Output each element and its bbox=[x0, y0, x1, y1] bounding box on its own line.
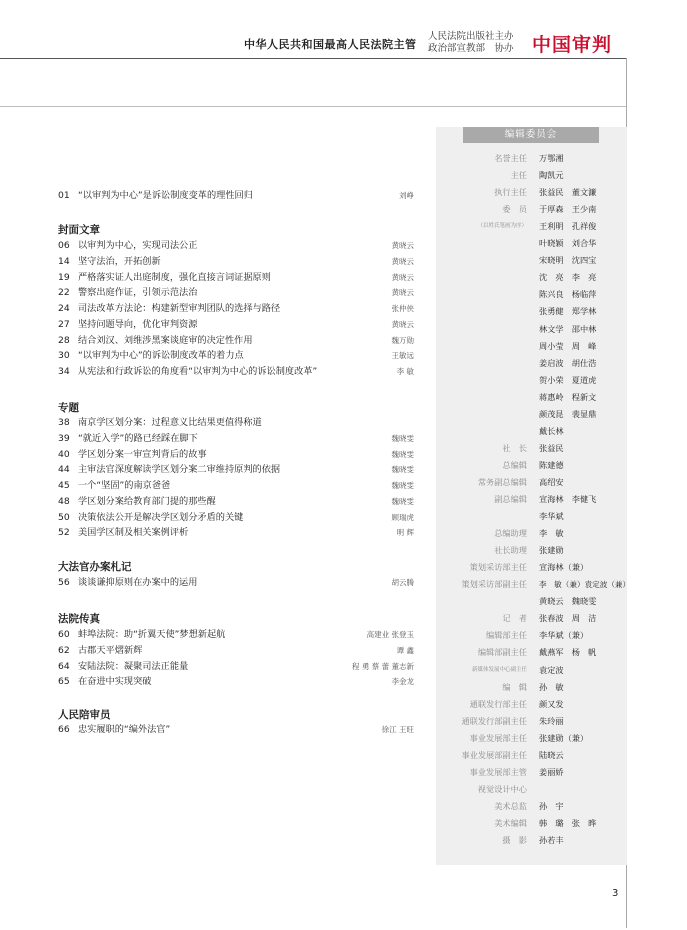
toc-page-number: 50 bbox=[58, 511, 70, 523]
toc-entry[interactable] bbox=[58, 238, 414, 253]
board-member-names: 陆晓云 bbox=[539, 749, 564, 760]
board-role-label: 事业发展部副主任 bbox=[461, 749, 527, 760]
toc-entry[interactable] bbox=[58, 431, 414, 446]
toc-article-title: 南京学区划分案：过程意义比结果更值得称道 bbox=[78, 417, 262, 428]
toc-article-title: 从宪法和行政诉讼的角度看“以审判为中心的诉讼制度改革” bbox=[78, 366, 318, 377]
toc-article-title: 坚守法治，开拓创新 bbox=[78, 255, 161, 267]
toc-author: 魏晓雯 bbox=[391, 433, 414, 443]
board-member-names: 陈兴良 杨临萍 bbox=[539, 289, 597, 300]
board-member-names: 张春波 周 洁 bbox=[539, 613, 597, 624]
board-role-label: 社长助理 bbox=[494, 545, 527, 556]
board-member-names: 姜丽娇 bbox=[539, 766, 564, 777]
toc-article-title: 忠实履职的“编外法官” bbox=[78, 724, 171, 735]
toc-page-number: 45 bbox=[58, 480, 70, 491]
board-member-names: 周小莹 周 峰 bbox=[539, 340, 597, 351]
board-member-names: 蒋惠岭 程新文 bbox=[539, 391, 597, 402]
board-member-names: 宣海林（兼） bbox=[539, 562, 589, 573]
board-member-names: 李 敏 bbox=[539, 528, 564, 539]
editorial-board-title: 编辑委员会 bbox=[463, 127, 599, 143]
toc-section-heading: 法院传真 bbox=[58, 613, 100, 625]
toc-author: 李金龙 bbox=[391, 677, 414, 687]
toc-page-number: 52 bbox=[58, 527, 70, 539]
toc-author: 李 敏 bbox=[396, 367, 414, 376]
toc-author: 谭 鑫 bbox=[396, 645, 414, 655]
toc-entry[interactable] bbox=[58, 575, 414, 590]
toc-author: 刘峥 bbox=[399, 191, 414, 200]
toc-page-number: 48 bbox=[58, 495, 70, 507]
board-role-label: 执行主任 bbox=[494, 187, 527, 198]
supervisor-line: 中华人民共和国最高人民法院主管 bbox=[244, 38, 417, 51]
toc-author: 王敏远 bbox=[391, 351, 414, 361]
toc-article-title: 蚌埠法院：助“折翼天使”梦想新起航 bbox=[78, 629, 226, 640]
toc-author: 黄晓云 bbox=[391, 241, 414, 250]
board-role-label: 通联发行部主任 bbox=[469, 698, 527, 709]
toc-entry[interactable] bbox=[58, 643, 414, 658]
toc-author: 魏万勋 bbox=[391, 335, 414, 345]
board-member-names: 张益民 董文濂 bbox=[539, 187, 597, 198]
publisher-block bbox=[428, 31, 514, 55]
board-role-label: 视觉设计中心 bbox=[477, 783, 527, 794]
toc-entry[interactable] bbox=[58, 270, 414, 285]
board-member-names: 高绍安 bbox=[539, 476, 564, 487]
toc-page-number: 66 bbox=[58, 724, 70, 735]
toc-page-number: 01 bbox=[58, 190, 70, 201]
toc-page-number: 56 bbox=[58, 577, 70, 588]
toc-article-title: 在奋进中实现突破 bbox=[78, 676, 152, 688]
toc-entry[interactable] bbox=[58, 188, 414, 203]
board-member-names: 孙 敏 bbox=[539, 681, 564, 692]
toc-author: 黄晓云 bbox=[391, 256, 414, 266]
board-role-label: 美术总监 bbox=[494, 800, 527, 811]
toc-page-number: 64 bbox=[58, 660, 70, 672]
toc-entry[interactable] bbox=[58, 415, 414, 430]
board-role-label: 策划采访部主任 bbox=[469, 562, 527, 573]
toc-author: 黄晓云 bbox=[391, 272, 414, 282]
board-member-names: 宋晓明 沈四宝 bbox=[539, 255, 597, 266]
toc-entry[interactable] bbox=[58, 285, 414, 300]
board-member-names: 林文学 邵中林 bbox=[539, 323, 597, 334]
toc-page-number: 38 bbox=[58, 417, 70, 428]
board-member-names: 宣海林 李健飞 bbox=[539, 494, 597, 504]
toc-page-number: 30 bbox=[58, 350, 70, 362]
toc-entry[interactable] bbox=[58, 462, 414, 477]
board-member-names: 黄晓云 魏晓雯 bbox=[539, 596, 597, 607]
toc-page-number: 14 bbox=[58, 255, 70, 267]
board-member-names: 袁定波 bbox=[539, 664, 564, 675]
board-role-label: 委 员 bbox=[502, 204, 527, 215]
board-member-names: 陶凯元 bbox=[539, 170, 564, 181]
toc-page-number: 62 bbox=[58, 644, 70, 656]
toc-entry[interactable] bbox=[58, 333, 414, 348]
board-role-label: （以姓氏笔画为序） bbox=[477, 223, 527, 230]
board-member-names: 李华斌 bbox=[539, 511, 564, 522]
toc-page-number: 65 bbox=[58, 676, 70, 688]
toc-entry[interactable] bbox=[58, 659, 414, 674]
toc-page-number: 24 bbox=[58, 303, 70, 314]
toc-article-title: 主审法官深度解读学区划分案二审维持原判的依据 bbox=[78, 464, 281, 476]
board-role-label: 新媒体发展中心副主任 bbox=[471, 666, 527, 673]
toc-author: 黄晓云 bbox=[391, 319, 414, 329]
board-member-names: 李华斌（兼） bbox=[539, 630, 589, 641]
toc-entry[interactable] bbox=[58, 525, 414, 540]
board-role-label: 常务副总编辑 bbox=[477, 476, 527, 487]
toc-page-number: 60 bbox=[58, 629, 70, 640]
page-number: 3 bbox=[612, 888, 619, 899]
board-member-names: 张勇健 郑学林 bbox=[539, 306, 597, 317]
board-member-names: 孙 宇 bbox=[539, 800, 564, 811]
toc-article-title: 警察出庭作证，引领示范法治 bbox=[78, 287, 198, 299]
toc-article-title: 以审判为中心，实现司法公正 bbox=[78, 240, 198, 251]
toc-author: 黄晓云 bbox=[391, 288, 414, 298]
board-member-names: 戴长林 bbox=[539, 425, 564, 436]
toc-article-title: 严格落实证人出庭制度，强化直接言词证据原则 bbox=[78, 271, 271, 283]
board-member-names: 沈 亮 李 亮 bbox=[539, 272, 597, 283]
toc-article-title: 一个“坚固”的南京爸爸 bbox=[78, 480, 171, 491]
toc-author: 张仲侠 bbox=[391, 304, 414, 313]
board-member-names: 颜茂昆 裴显鼎 bbox=[539, 408, 597, 419]
toc-page-number: 06 bbox=[58, 240, 70, 251]
header-rule bbox=[0, 58, 626, 59]
toc-entry[interactable] bbox=[58, 722, 414, 737]
board-member-names: 于厚森 王少南 bbox=[539, 204, 597, 215]
board-role-label: 通联发行部副主任 bbox=[461, 715, 527, 726]
toc-entry[interactable] bbox=[58, 478, 414, 493]
board-role-label: 编 辑 bbox=[502, 681, 527, 692]
toc-entry[interactable] bbox=[58, 254, 414, 269]
toc-article-title: “就近入学”的路已经踩在脚下 bbox=[78, 432, 198, 444]
board-member-names: 韩 璐 张 晔 bbox=[539, 817, 597, 828]
toc-article-title: 决策依法公开是解决学区划分矛盾的关键 bbox=[78, 511, 244, 523]
toc-entry[interactable] bbox=[58, 674, 414, 689]
board-member-names: 朱玲丽 bbox=[539, 715, 564, 726]
toc-article-title: 学区划分案一审宣判背后的故事 bbox=[78, 448, 207, 460]
board-role-label: 策划采访部副主任 bbox=[461, 579, 527, 590]
toc-author: 魏晓雯 bbox=[391, 496, 414, 506]
toc-page-number: 27 bbox=[58, 318, 70, 330]
board-role-label: 记 者 bbox=[502, 613, 527, 624]
toc-entry[interactable] bbox=[58, 627, 414, 642]
toc-author: 魏晓雯 bbox=[391, 481, 414, 490]
toc-article-title: 谈谈谦抑原则在办案中的运用 bbox=[78, 577, 198, 588]
toc-entry[interactable] bbox=[58, 317, 414, 332]
toc-article-title: 司法改革方法论：构建新型审判团队的选择与路径 bbox=[78, 303, 281, 314]
toc-author: 高建业 张登玉 bbox=[366, 630, 414, 639]
toc-article-title: 坚持问题导向，优化审判资源 bbox=[78, 318, 198, 330]
board-role-label: 主任 bbox=[510, 170, 527, 181]
toc-section-heading: 大法官办案札记 bbox=[58, 561, 132, 573]
toc-article-title: “以审判为中心”是诉讼制度变革的理性回归 bbox=[78, 190, 253, 201]
board-member-names: 孙若丰 bbox=[539, 835, 564, 845]
toc-author: 明 辉 bbox=[396, 528, 414, 538]
toc-author: 徐江 王旺 bbox=[381, 725, 414, 734]
divider-rule bbox=[0, 106, 626, 107]
toc-page-number: 40 bbox=[58, 448, 70, 460]
board-member-names: 万鄂湘 bbox=[539, 153, 564, 163]
board-role-label: 事业发展部主管 bbox=[469, 766, 527, 777]
toc-entry[interactable] bbox=[58, 364, 414, 379]
toc-entry[interactable] bbox=[58, 447, 414, 462]
toc-entry[interactable] bbox=[58, 510, 414, 525]
toc-article-title: 结合刘汉、刘维涉黑案谈庭审的决定性作用 bbox=[78, 334, 253, 346]
toc-author: 魏晓雯 bbox=[391, 465, 414, 475]
board-member-names: 张益民 bbox=[539, 442, 564, 453]
toc-page-number: 28 bbox=[58, 334, 70, 346]
magazine-logo: 中国审判 bbox=[532, 34, 613, 56]
publisher-line-2: 政治部宣教部 协办 bbox=[428, 43, 514, 54]
board-member-names: 戴燕军 杨 帆 bbox=[539, 647, 597, 658]
toc-author: 程 勇 蔡 蕾 董志新 bbox=[351, 661, 414, 671]
board-member-names: 贺小荣 夏道虎 bbox=[539, 374, 597, 385]
board-role-label: 社 长 bbox=[502, 442, 527, 453]
toc-entry[interactable] bbox=[58, 348, 414, 363]
toc-section-heading: 专题 bbox=[58, 402, 79, 414]
toc-entry[interactable] bbox=[58, 494, 414, 509]
board-role-label: 总编辑 bbox=[502, 459, 527, 470]
board-member-names: 姜启波 胡仕浩 bbox=[539, 357, 597, 368]
toc-article-title: 美国学区制及相关案例评析 bbox=[78, 527, 189, 539]
toc-article-title: 学区划分案给教育部门提的那些醒 bbox=[78, 495, 216, 507]
board-role-label: 编辑部主任 bbox=[486, 630, 527, 641]
toc-page-number: 22 bbox=[58, 287, 70, 299]
toc-author: 顾瑞虎 bbox=[391, 512, 414, 522]
board-member-names: 张建勋（兼） bbox=[539, 732, 589, 743]
board-role-label: 总编助理 bbox=[494, 528, 527, 539]
toc-author: 胡云腾 bbox=[391, 578, 414, 587]
toc-page-number: 44 bbox=[58, 464, 70, 476]
publisher-line-1: 人民法院出版社主办 bbox=[428, 31, 514, 42]
toc-page-number: 34 bbox=[58, 366, 70, 377]
board-member-names: 颜又发 bbox=[539, 698, 564, 709]
board-role-label: 名誉主任 bbox=[494, 153, 527, 163]
toc-section-heading: 人民陪审员 bbox=[58, 709, 111, 721]
board-role-label: 摄 影 bbox=[502, 835, 527, 845]
board-role-label: 美术编辑 bbox=[494, 817, 527, 828]
board-role-label: 副总编辑 bbox=[494, 494, 527, 504]
toc-author: 魏晓雯 bbox=[391, 449, 414, 459]
board-role-label: 事业发展部主任 bbox=[469, 732, 527, 743]
board-role-label: 编辑部副主任 bbox=[477, 647, 527, 658]
board-member-names: 张建勋 bbox=[539, 545, 564, 556]
toc-entry[interactable] bbox=[58, 301, 414, 316]
board-member-names: 李 敏（兼）袁定波（兼） bbox=[539, 580, 631, 590]
toc-page-number: 39 bbox=[58, 432, 70, 444]
toc-article-title: “以审判为中心”的诉讼制度改革的着力点 bbox=[78, 350, 244, 362]
board-member-names: 叶晓颖 刘合华 bbox=[539, 238, 597, 249]
toc-section-heading: 封面文章 bbox=[58, 224, 100, 236]
toc-article-title: 安陆法院：凝聚司法正能量 bbox=[78, 660, 189, 672]
toc-article-title: 古郡天平熠新辉 bbox=[78, 644, 143, 656]
board-member-names: 王利明 孔祥俊 bbox=[539, 221, 597, 232]
board-member-names: 陈建德 bbox=[539, 459, 564, 470]
toc-page-number: 19 bbox=[58, 271, 70, 283]
